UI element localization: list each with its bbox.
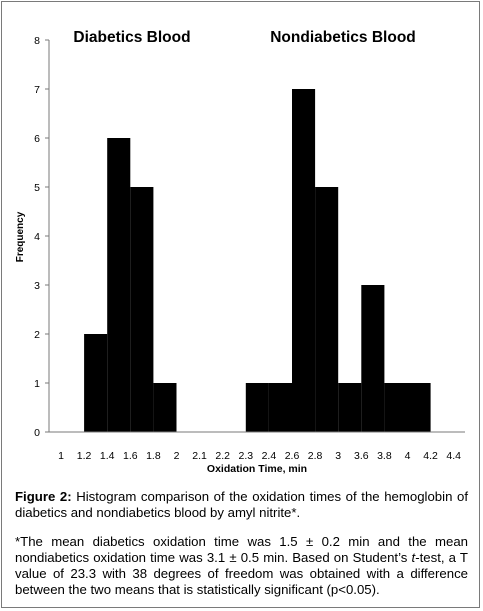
histogram-bar [361,285,384,432]
y-tick-label: 7 [34,84,40,96]
x-tick-label: 1.2 [76,450,92,462]
caption-text: Histogram comparison of the oxidation times of the hemoglobin of diabetics and nondiabetics blood by amyl nitrite*. [15,489,468,520]
histogram-bar [246,383,269,432]
x-tick-label: 2.3 [238,450,254,462]
y-ticks [34,35,49,439]
group-labels [73,29,415,46]
x-tick-label: 2.4 [261,450,277,462]
x-tick-label: 4 [404,450,411,462]
y-tick-label: 6 [34,133,40,145]
x-tick-label: 3.8 [377,450,392,462]
group-label: Nondiabetics Blood [270,29,416,46]
x-tick-label: 2.2 [215,450,231,462]
x-tick-label: 1.6 [122,450,138,462]
y-axis-label: Frequency [15,211,26,263]
x-tick-label: 2.6 [284,450,300,462]
y-tick-label: 0 [34,427,40,439]
x-tick-label: 4.4 [446,450,462,462]
histogram-bar [338,383,361,432]
y-tick-label: 5 [34,182,40,194]
x-tick-label: 1 [58,450,64,462]
note-italic-t: t [411,550,416,565]
x-tick-label: 1.4 [99,450,115,462]
x-tick-label: 1.8 [146,450,161,462]
x-tick-label: 3.6 [353,450,369,462]
y-tick-label: 2 [34,329,40,341]
x-ticks [58,450,461,462]
x-axis-label: Oxidation Time, min [206,463,308,475]
histogram-bar [384,383,407,432]
figure-note [15,534,468,598]
y-tick-label: 4 [34,231,40,243]
x-tick-label: 2 [173,450,180,462]
bars [84,89,431,432]
histogram-bar [315,187,338,432]
note-text-2: -test, a T value of 23.3 with 38 degrees of freedom was obtained with a difference between the two means that is statistically significant (p<0.05). [15,550,468,597]
note-text-1: *The mean diabetics oxidation time was 1.5 ± 0.2 min and the mean nondiabetics oxidation time was 3.1 ± 0.5 min. Based on Student’s [15,534,468,565]
histogram-bar [153,383,176,432]
x-tick-label: 3 [335,450,342,462]
histogram-bar [130,187,153,432]
y-tick-label: 1 [34,378,40,390]
figure-caption [15,489,468,521]
x-tick-label: 2.1 [192,450,207,462]
y-tick-label: 8 [34,35,40,47]
histogram-bar [269,383,292,432]
histogram-bar [408,383,431,432]
caption-label: Figure 2: [15,489,72,504]
histogram-bar [292,89,315,432]
x-tick-label: 4.2 [423,450,438,462]
histogram-bar [84,334,107,432]
group-label: Diabetics Blood [73,29,191,46]
histogram-bar [107,138,130,432]
x-tick-label: 2.8 [307,450,323,462]
y-tick-label: 3 [34,280,40,292]
